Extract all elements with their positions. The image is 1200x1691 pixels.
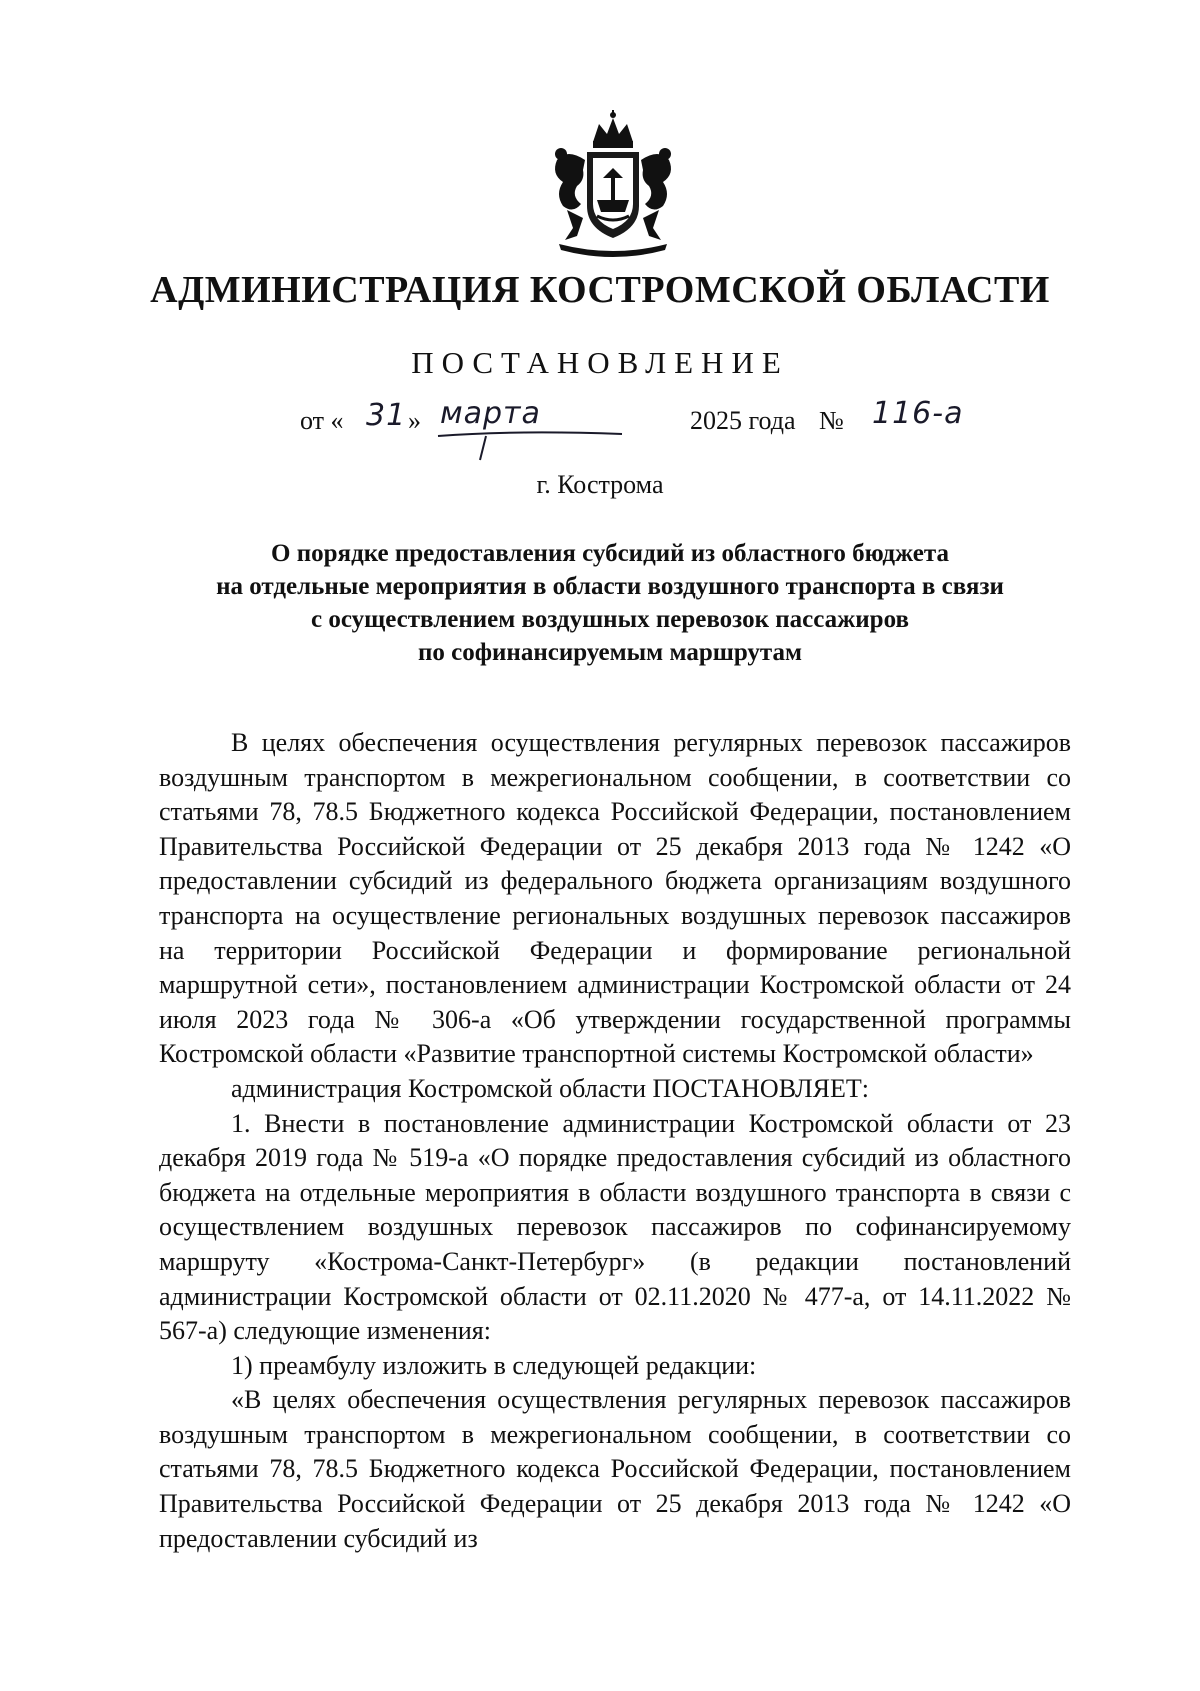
resolves-paragraph: администрация Костромской области ПОСТАНОВЛЯЕТ: [231, 1073, 870, 1103]
document-type: ПОСТАНОВЛЕНИЕ [411, 345, 789, 380]
date-number-line [0, 396, 1200, 452]
document-title [150, 537, 1070, 669]
date-prefix: от « [300, 406, 344, 435]
date-day: 31 [366, 398, 407, 433]
date-day-close: » [408, 406, 421, 435]
number-sign: № [819, 406, 844, 435]
date-year: 2025 года [690, 406, 796, 435]
title-line: О порядке предоставления субсидий из областного бюджета [271, 540, 949, 567]
city: г. Кострома [536, 470, 664, 499]
title-line: на отдельные мероприятия в области воздушного транспорта в связи [216, 573, 1004, 600]
title-line: по софинансируемым маршрутам [417, 639, 803, 666]
item-1-paragraph: 1. Внести в постановление администрации Костромской области от 23 декабря 2019 года № 519-а «О порядке предоставления субсидий из областного бюджета на отдельные мероприятия в области воздушного транспорта в связи с осуществлением воздушных перевозок пассажиров по софинансируемому маршруту «Кострома-Санкт-Петербург» (в редакции постановлений администрации Костромской области от 02.11.2020 № 477-а, от 14.11.2022 № 567-а) следующие изменения: [159, 1108, 1071, 1346]
organization-name: АДМИНИСТРАЦИЯ КОСТРОМСКОЙ ОБЛАСТИ [150, 269, 1050, 311]
subitem-1-paragraph: 1) преамбулу изложить в следующей редакции: [231, 1350, 757, 1380]
signature-underline-icon [436, 430, 626, 464]
title-line: с осуществлением воздушных перевозок пассажиров [311, 606, 909, 633]
date-month: марта [440, 396, 541, 431]
preamble-paragraph: В целях обеспечения осуществления регулярных перевозок пассажиров воздушным транспортом в межрегиональном сообщении, в соответствии со статьями 78, 78.5 Бюджетного кодекса Российской Федерации, постановлением Правительства Российской Федерации от 25 декабря 2013 года № 1242 «О предоставлении субсидий из федерального бюджета организациям воздушного транспорта на осуществление региональных воздушных перевозок пассажиров на территории Российской Федерации и формирование региональной маршрутной сети», постановлением администрации Костромской области от 24 июля 2023 года № 306-а «Об утверждении государственной программы Костромской области «Развитие транспортной системы Костромской области» [159, 728, 1071, 1069]
document-number: 116-а [872, 396, 964, 431]
quoted-preamble-paragraph: «В целях обеспечения осуществления регулярных перевозок пассажиров воздушным транспортом в межрегиональном сообщении, в соответствии со статьями 78, 78.5 Бюджетного кодекса Российской Федерации, постановлением Правительства Российской Федерации от 25 декабря 2013 года № 1242 «О предоставлении субсидий из [159, 1385, 1071, 1553]
coat-of-arms-icon [537, 108, 689, 258]
document-body [159, 726, 1071, 1556]
